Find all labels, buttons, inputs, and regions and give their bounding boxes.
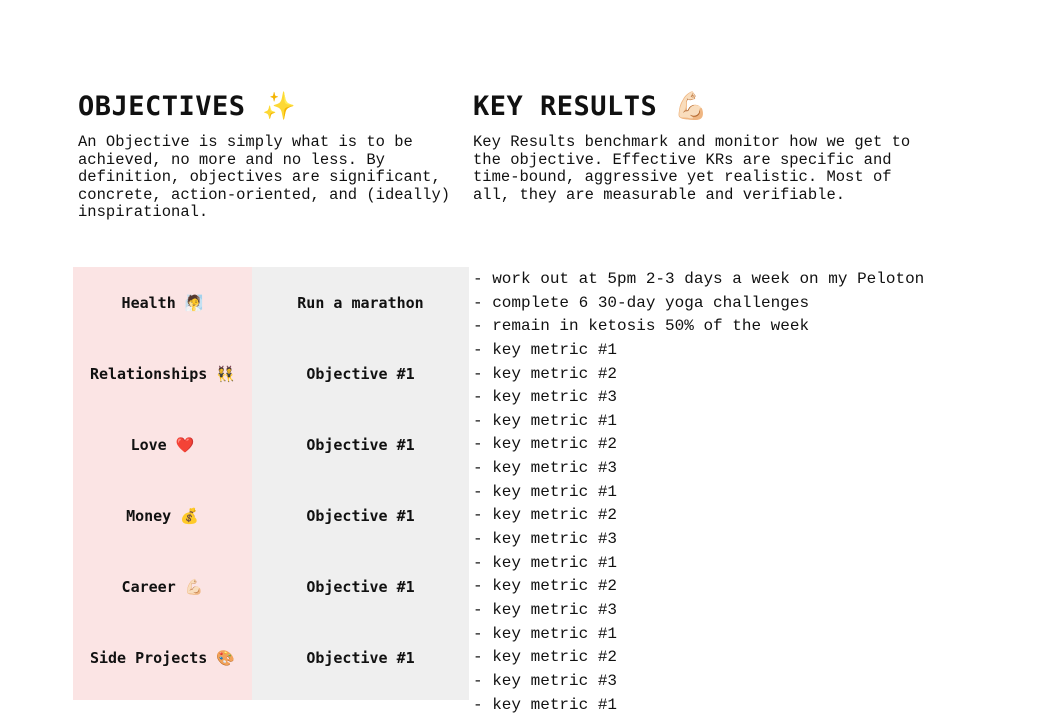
objective-cell-career: Objective #1 [306,577,415,596]
objective-cell-money: Objective #1 [306,506,415,525]
key-result-item: - key metric #2 [473,506,618,525]
key-result-item: - key metric #1 [473,695,618,714]
area-cell-career: Career 💪🏻 [121,577,204,596]
area-cell-side-projects: Side Projects 🎨 [89,648,236,667]
area-cell-money: Money 💰 [126,506,199,525]
key-result-item: - work out at 5pm 2-3 days a week on my Peloton [473,270,925,288]
okr-table [73,267,469,700]
key-result-item: - key metric #1 [473,624,618,643]
key-result-item: - key metric #1 [473,340,618,359]
key-results-title: KEY RESULTS 💪🏻 [473,91,709,122]
key-result-item: - key metric #2 [473,364,618,383]
area-column [73,267,252,700]
key-result-item: - key metric #3 [473,459,618,478]
key-result-item: - key metric #2 [473,648,618,667]
key-results-list [473,268,1033,717]
key-result-item: - key metric #1 [473,482,618,501]
key-result-item: - key metric #3 [473,530,618,549]
objective-column [252,267,469,700]
objective-cell-relationships: Objective #1 [306,364,415,383]
area-cell-relationships: Relationships 👯 [89,364,236,383]
key-result-item: - key metric #3 [473,388,618,407]
key-result-item: - key metric #2 [473,435,618,454]
objectives-section [78,90,458,222]
area-cell-health: Health 🧖 [121,293,204,312]
key-result-item: - remain in ketosis 50% of the week [473,317,810,336]
objectives-description: An Objective is simply what is to be achieved, no more and no less. By definition, objectives are significant, concrete, action-oriented, and (ideally) inspirational. [78,133,451,222]
key-result-item: - complete 6 30-day yoga challenges [473,293,810,312]
key-results-section [473,90,913,204]
objective-cell-side-projects: Objective #1 [306,648,415,667]
key-result-item: - key metric #3 [473,600,618,619]
key-result-item: - key metric #1 [473,411,618,430]
key-result-item: - key metric #1 [473,553,618,572]
key-results-description: Key Results benchmark and monitor how we get to the objective. Effective KRs are specific and time-bound, aggressive yet realistic. Most of all, they are measurable and verifiable. [473,133,911,204]
objective-cell-love: Objective #1 [306,435,415,454]
key-result-item: - key metric #3 [473,671,618,690]
objective-cell-health: Run a marathon [297,293,424,312]
area-cell-love: Love ❤️ [130,435,195,454]
key-result-item: - key metric #2 [473,577,618,596]
objectives-title: OBJECTIVES ✨ [78,91,297,122]
